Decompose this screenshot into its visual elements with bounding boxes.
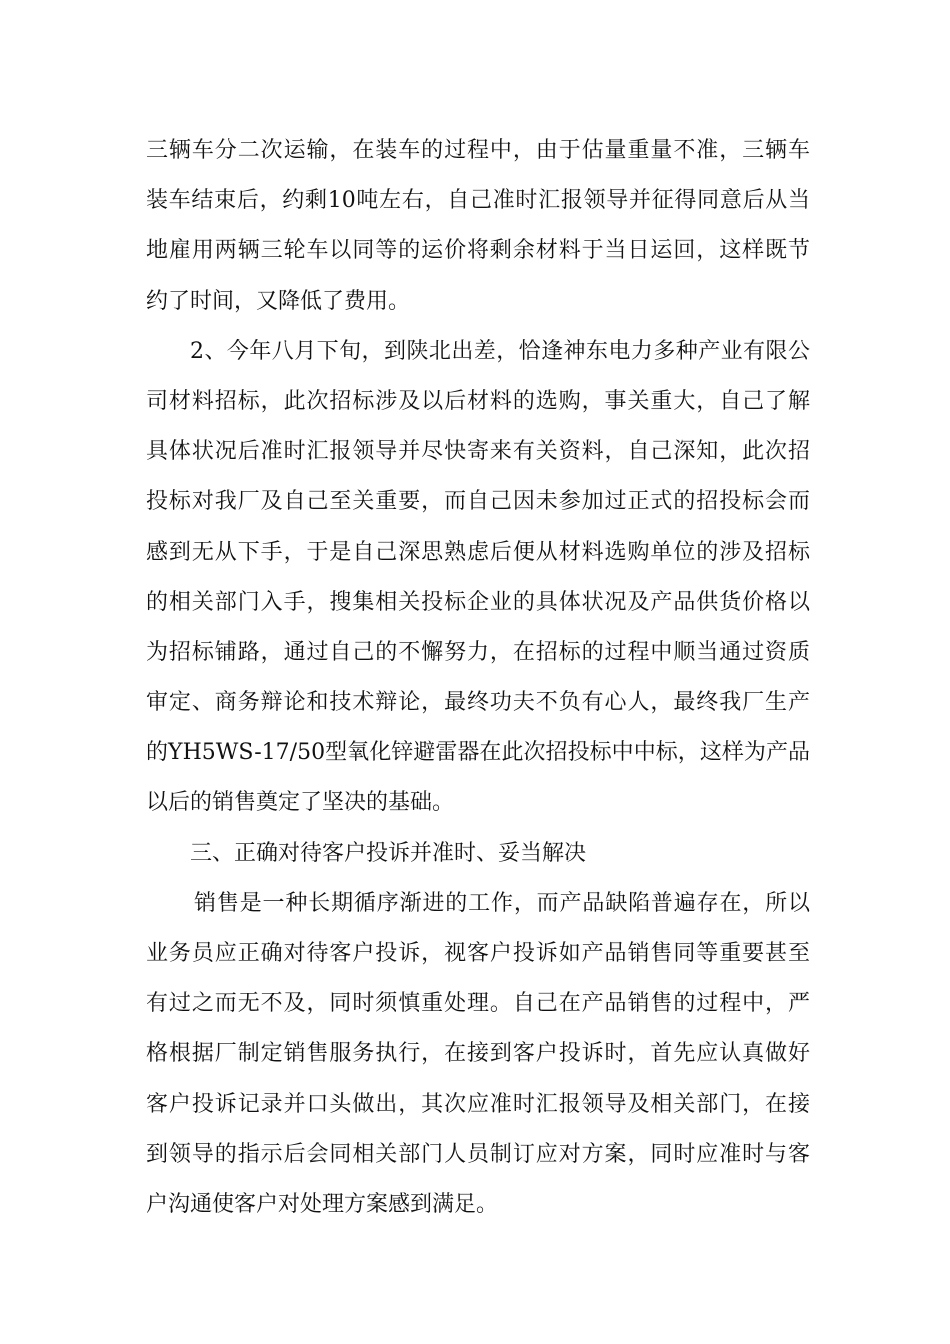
paragraph-line: 感到无从下手，于是自己深思熟虑后便从材料选购单位的涉及招标 <box>146 539 810 565</box>
paragraph-line: 户沟通使客户对处理方案感到满足。 <box>146 1191 499 1217</box>
paragraph-line: 客户投诉记录并口头做出，其次应准时汇报领导及相关部门，在接 <box>146 1091 810 1117</box>
paragraph-line: 以后的销售奠定了坚决的基础。 <box>146 790 455 816</box>
paragraph-line: 约了时间，又降低了费用。 <box>146 288 411 314</box>
paragraph-line: 司材料招标，此次招标涉及以后材料的选购，事关重大，自己了解 <box>146 388 810 414</box>
section-heading: 三、正确对待客户投诉并准时、妥当解决 <box>190 840 587 866</box>
paragraph-line: 为招标铺路，通过自己的不懈努力，在招标的过程中顺当通过资质 <box>146 639 810 665</box>
paragraph-line: 三辆车分二次运输，在装车的过程中，由于估量重量不准，三辆车 <box>146 138 810 163</box>
paragraph-line: 具体状况后准时汇报领导并尽快寄来有关资料，自己深知，此次招 <box>146 439 810 465</box>
paragraph-line: 到领导的指示后会同相关部门人员制订应对方案，同时应准时与客 <box>146 1141 810 1167</box>
document-body <box>146 126 810 1230</box>
paragraph-line: 的相关部门入手，搜集相关投标企业的具体状况及产品供货价格以 <box>146 589 810 615</box>
paragraph-line: 有过之而无不及，同时须慎重处理。自己在产品销售的过程中，严 <box>146 991 810 1017</box>
paragraph-line: 的YH5WS-17/50型氧化锌避雷器在此次招投标中中标，这样为产品 <box>146 740 810 766</box>
paragraph-line: 业务员应正确对待客户投诉，视客户投诉如产品销售同等重要甚至 <box>146 941 810 966</box>
paragraph-line: 审定、商务辩论和技术辩论，最终功夫不负有心人，最终我厂生产 <box>146 690 810 716</box>
paragraph-line: 地雇用两辆三轮车以同等的运价将剩余材料于当日运回，这样既节 <box>146 238 810 264</box>
paragraph-line: 2、今年八月下旬，到陕北出差，恰逢神东电力多种产业有限公 <box>190 338 810 364</box>
paragraph-line: 格根据厂制定销售服务执行，在接到客户投诉时，首先应认真做好 <box>146 1041 810 1067</box>
paragraph-line: 装车结束后，约剩10吨左右，自己准时汇报领导并征得同意后从当 <box>146 188 810 214</box>
paragraph-line: 销售是一种长期循序渐进的工作，而产品缺陷普遍存在，所以 <box>194 890 810 916</box>
paragraph-line: 投标对我厂及自己至关重要，而自己因未参加过正式的招投标会而 <box>146 489 810 515</box>
